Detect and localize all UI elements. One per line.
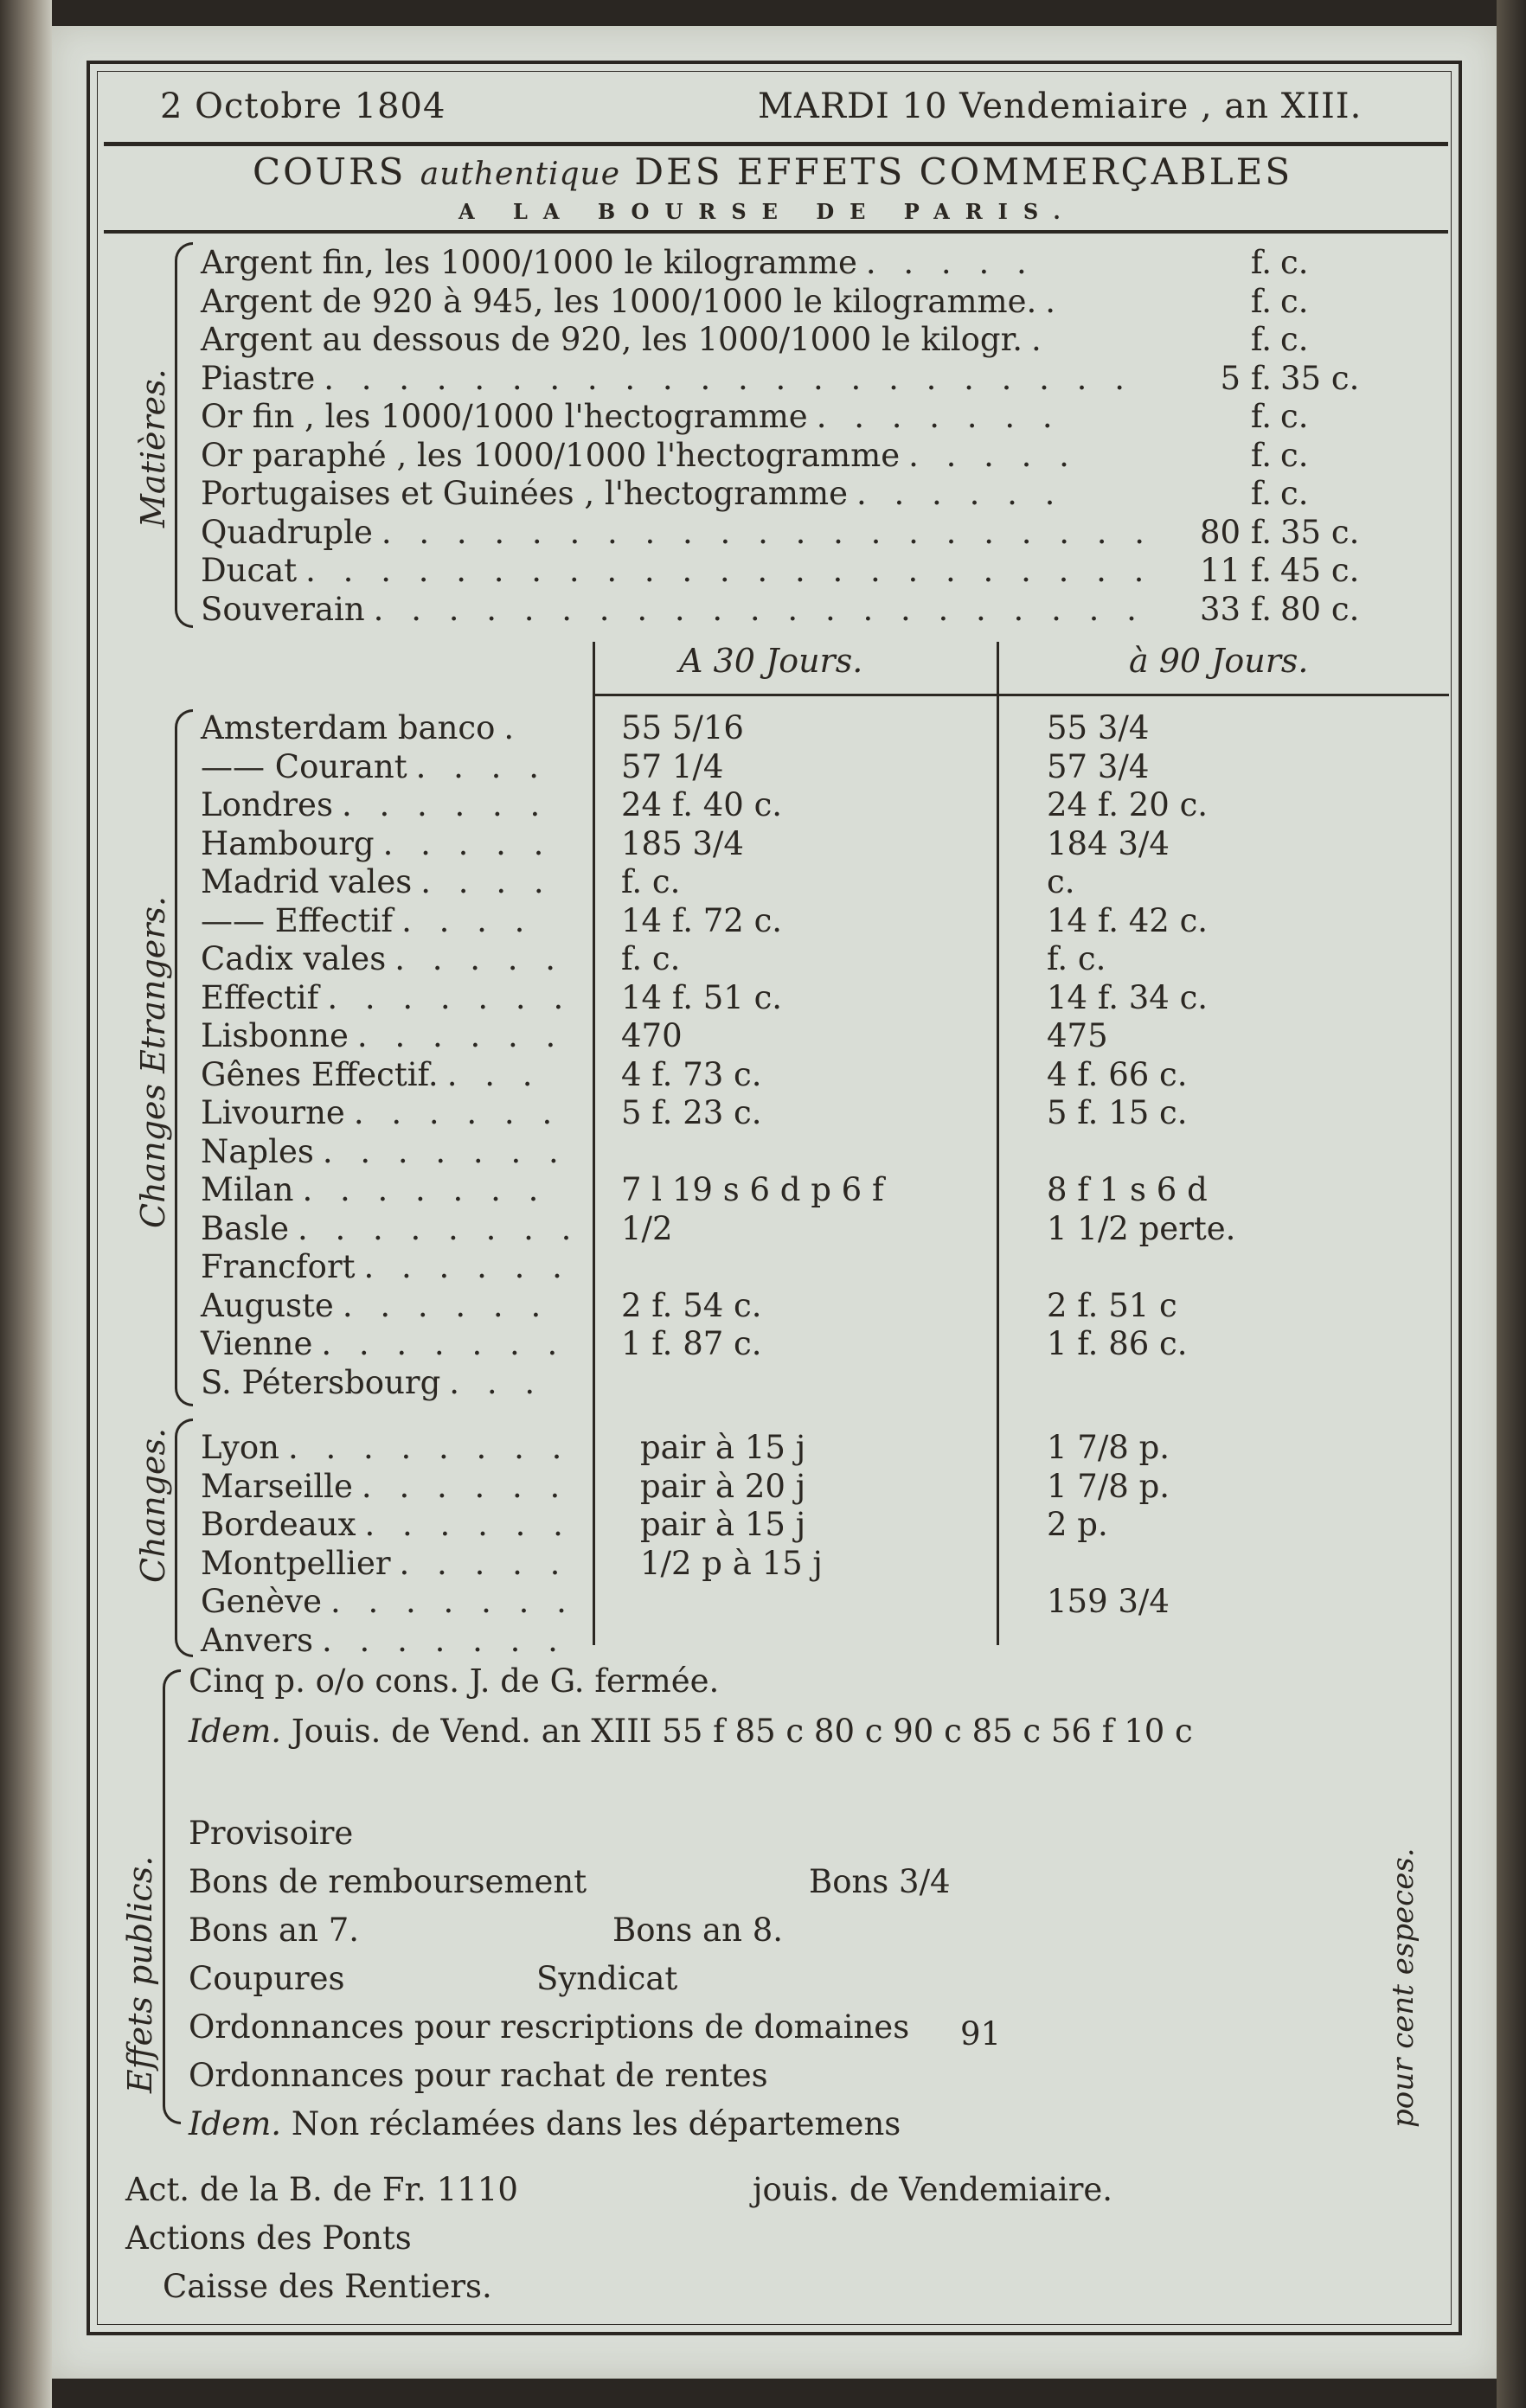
change-90-jours: c. [1047, 863, 1075, 900]
title-rule [104, 230, 1448, 234]
change-domestic-30-jours: pair à 15 j [640, 1506, 806, 1543]
change-row [201, 1171, 547, 1209]
effets-provisoire: Provisoire [189, 1815, 354, 1852]
section-label-changes-etrangers: Changes Etrangers. [134, 896, 172, 1228]
change-domestic-90-jours: 1 7/8 p. [1047, 1429, 1170, 1466]
change-90-jours: 14 f. 42 c. [1047, 901, 1209, 939]
matiere-label: Argent fin, les 1000/1000 le kilogramme [201, 244, 857, 281]
section-label-matieres: Matières. [134, 368, 172, 528]
change-domestic-label: Montpellier [201, 1544, 391, 1582]
change-90-jours: 55 3/4 [1047, 709, 1150, 746]
leader-dots: . . . . . . [856, 475, 1064, 512]
leader-dots: . . . . . [382, 824, 553, 862]
leader-dots: . . . . [415, 747, 548, 785]
leader-dots: . . . . . [399, 1544, 569, 1582]
change-label: Milan [201, 1171, 294, 1208]
change-90-jours: 5 f. 15 c. [1047, 1094, 1188, 1131]
change-30-jours: f. c. [621, 940, 681, 977]
change-90-jours: 4 f. 66 c. [1047, 1055, 1188, 1093]
page-edge-right [1497, 0, 1526, 2408]
idem-non-reclamees-text: Non réclamées dans les départemens [291, 2105, 901, 2142]
matiere-centimes: c. [1280, 398, 1309, 435]
brace-effets-publics [163, 1669, 181, 2124]
change-label: Madrid vales [201, 863, 413, 900]
title-effets: DES EFFETS COMMERÇABLES [634, 150, 1293, 193]
matiere-francs: f. [1250, 436, 1272, 474]
leader-dots: . . . . . . [342, 1286, 550, 1324]
footer-caisse-rentiers: Caisse des Rentiers. [163, 2268, 492, 2305]
leader-dots: . [1030, 321, 1050, 358]
change-row [201, 1056, 542, 1094]
matiere-centimes: c. [1280, 244, 1309, 281]
matiere-row [201, 552, 1152, 590]
leader-dots: . . . . . . . . . . . . . . . . . . . . . [381, 513, 1154, 551]
change-label: Francfort [201, 1248, 356, 1285]
title-authentique: authentique [420, 157, 621, 192]
change-90-jours: 24 f. 20 c. [1047, 786, 1209, 823]
change-domestic-label: Genève [201, 1583, 322, 1620]
matiere-centimes: 80 c. [1280, 590, 1360, 628]
effets-ordonnances-rachat: Ordonnances pour rachat de rentes [189, 2057, 768, 2094]
change-90-jours: 2 f. 51 c [1047, 1286, 1177, 1324]
leader-dots: . . . . . . . . . . . . . . . . . . . . . . . [305, 552, 1153, 589]
change-row [201, 1364, 543, 1402]
effets-ordonnances-rescriptions-value: 91 [960, 2015, 1002, 2053]
change-domestic-row [201, 1622, 567, 1660]
change-domestic-30-jours: 1/2 p à 15 j [640, 1544, 823, 1582]
matiere-row [201, 591, 1145, 629]
matiere-row [201, 244, 1036, 282]
change-row [201, 902, 533, 940]
effets-coupures: Coupures [189, 1960, 345, 1997]
change-90-jours: 1 f. 86 c. [1047, 1325, 1188, 1362]
column-header-30-jours: A 30 Jours. [679, 642, 863, 680]
leader-dots: . . . . [401, 901, 534, 939]
leader-dots: . . . [449, 1363, 544, 1401]
brace-changes [175, 1419, 193, 1657]
matiere-row [201, 475, 1063, 513]
effets-idem-non-reclamees [189, 2105, 901, 2143]
leader-dots: . . . . . . . [322, 1132, 567, 1170]
idem-label-2: Idem. [189, 2105, 282, 2142]
effets-bons-remboursement: Bons de remboursement [189, 1863, 587, 1900]
column-header-rule-2 [999, 694, 1449, 696]
matiere-francs: f. [1250, 244, 1272, 281]
matiere-label: Souverain [201, 590, 365, 628]
leader-dots: . . . . . . . . [297, 1209, 580, 1247]
change-label: Basle [201, 1209, 289, 1247]
change-domestic-row [201, 1429, 570, 1467]
leader-dots: . . . . . . [341, 786, 549, 823]
matiere-label: Portugaises et Guinées , l'hectogramme [201, 475, 849, 512]
change-label: —— Courant [201, 747, 407, 785]
matiere-francs: f. [1250, 398, 1272, 435]
effets-syndicat: Syndicat [536, 1960, 678, 1997]
change-30-jours: 185 3/4 [621, 824, 744, 862]
matiere-label: Quadruple [201, 513, 373, 551]
leader-dots: . . . . . . . . . . . . . . . . . . . . . [373, 590, 1145, 628]
change-row [201, 1248, 571, 1286]
header-date-republican: MARDI 10 Vendemiaire , an XIII. [758, 86, 1362, 126]
change-row [201, 979, 572, 1017]
page-title [253, 150, 1292, 193]
change-90-jours: 1 1/2 perte. [1047, 1209, 1236, 1247]
brace-changes-etrangers [175, 709, 193, 1406]
leader-dots: . . . . . . [361, 1467, 569, 1505]
change-30-jours: 1 f. 87 c. [621, 1325, 762, 1362]
idem-jouissance-values: Jouis. de Vend. an XIII 55 f 85 c 80 c 90 c 85 c 56 f 10 c [291, 1713, 1193, 1750]
matiere-row [201, 283, 1064, 321]
change-domestic-label: Marseille [201, 1467, 353, 1505]
column-divider-1 [593, 642, 595, 1645]
side-label-pour-cent-especes: pour cent especes. [1386, 1848, 1420, 2128]
change-row [201, 825, 552, 863]
change-30-jours: 470 [621, 1017, 683, 1054]
leader-dots: . . . . . . [364, 1506, 572, 1543]
matiere-centimes: 45 c. [1280, 552, 1360, 589]
change-label: Naples [201, 1132, 314, 1170]
book-gutter [0, 0, 52, 2408]
leader-dots: . [1045, 282, 1065, 320]
effets-bons-an-8: Bons an 8. [612, 1912, 783, 1949]
leader-dots: . . . . . . [356, 1017, 565, 1054]
change-domestic-row [201, 1545, 568, 1583]
change-30-jours: 14 f. 72 c. [621, 901, 783, 939]
effets-idem-jouissance [189, 1713, 1193, 1751]
almanac-page [52, 26, 1497, 2379]
change-30-jours: 4 f. 73 c. [621, 1055, 762, 1093]
column-header-rule-1 [595, 694, 997, 696]
change-domestic-row [201, 1506, 572, 1544]
leader-dots: . . . . . . . [327, 978, 573, 1016]
change-30-jours: 14 f. 51 c. [621, 978, 783, 1016]
leader-dots: . . . . . [908, 436, 1078, 474]
change-domestic-row [201, 1583, 575, 1621]
change-row [201, 1287, 549, 1325]
matiere-centimes: 35 c. [1280, 359, 1360, 397]
matiere-francs: 5 f. [1220, 359, 1272, 397]
change-label: Auguste [201, 1286, 334, 1324]
effets-bons-trois-quarts: Bons 3/4 [809, 1863, 951, 1900]
header-date-gregorian: 2 Octobre 1804 [160, 86, 446, 126]
change-30-jours: 57 1/4 [621, 747, 724, 785]
change-90-jours: 14 f. 34 c. [1047, 978, 1209, 1016]
matiere-centimes: c. [1280, 321, 1309, 358]
change-90-jours: 57 3/4 [1047, 747, 1150, 785]
change-domestic-90-jours: 1 7/8 p. [1047, 1467, 1170, 1505]
change-domestic-label: Bordeaux [201, 1506, 356, 1543]
effets-bons-an-7: Bons an 7. [189, 1912, 359, 1949]
change-30-jours: f. c. [621, 863, 681, 900]
change-row [201, 940, 564, 978]
leader-dots: . . . . . . . [302, 1171, 548, 1208]
change-row [201, 1133, 567, 1171]
change-domestic-90-jours: 2 p. [1047, 1506, 1108, 1543]
leader-dots: . . . . [420, 863, 553, 900]
change-label: —— Effectif [201, 901, 394, 939]
matiere-label: Argent au dessous de 920, les 1000/1000 le kilogr. [201, 321, 1023, 358]
header-rule [104, 142, 1448, 146]
section-label-effets-publics: Effets publics. [121, 1855, 159, 2093]
change-row [201, 748, 548, 786]
leader-dots: . . . . . . . [321, 1325, 567, 1362]
change-90-jours: 8 f 1 s 6 d [1047, 1171, 1208, 1208]
matiere-label: Or paraphé , les 1000/1000 l'hectogramme [201, 436, 901, 474]
change-label: Hambourg [201, 824, 375, 862]
leader-dots: . . . . . [865, 244, 1036, 281]
footer-jouissance: jouis. de Vendemiaire. [753, 2171, 1113, 2208]
page-subtitle: A LA BOURSE DE PARIS. [458, 199, 1076, 224]
leader-dots: . . . . . . . . . . . . . . . . . . . . . . [324, 359, 1133, 397]
change-domestic-90-jours: 159 3/4 [1047, 1583, 1170, 1620]
matiere-francs: f. [1250, 475, 1272, 512]
matiere-centimes: 35 c. [1280, 513, 1360, 551]
change-row [201, 786, 548, 824]
section-label-changes: Changes. [134, 1427, 172, 1583]
change-domestic-30-jours: pair à 15 j [640, 1429, 806, 1466]
change-label: Cadix vales [201, 940, 387, 977]
column-divider-2 [997, 642, 999, 1645]
change-30-jours: 1/2 [621, 1209, 673, 1247]
matiere-row [201, 514, 1153, 552]
change-30-jours: 5 f. 23 c. [621, 1094, 762, 1131]
effets-ordonnances-rescriptions: Ordonnances pour rescriptions de domaines [189, 2008, 910, 2046]
matiere-francs: f. [1250, 282, 1272, 320]
matiere-label: Ducat [201, 552, 298, 589]
change-label: Amsterdam banco [201, 709, 496, 746]
matiere-centimes: c. [1280, 475, 1309, 512]
matiere-label: Argent de 920 à 945, les 1000/1000 le kilogramme. [201, 282, 1037, 320]
change-row [201, 709, 523, 747]
leader-dots: . . . . . . [363, 1248, 571, 1285]
change-row [201, 1325, 566, 1363]
change-label: Effectif [201, 978, 319, 1016]
idem-label: Idem. [189, 1713, 282, 1750]
matiere-row [201, 437, 1078, 475]
matiere-label: Or fin , les 1000/1000 l'hectogramme [201, 398, 808, 435]
brace-matieres [175, 242, 193, 628]
footer-actions-banque: Act. de la B. de Fr. 1110 [125, 2171, 518, 2208]
matiere-row [201, 360, 1133, 398]
change-30-jours: 24 f. 40 c. [621, 786, 783, 823]
change-label: Lisbonne [201, 1017, 349, 1054]
change-label: Gênes Effectif. [201, 1055, 439, 1093]
matiere-centimes: c. [1280, 436, 1309, 474]
leader-dots: . [503, 709, 523, 746]
change-label: S. Pétersbourg [201, 1363, 441, 1401]
change-row [201, 863, 553, 901]
change-row [201, 1210, 580, 1248]
footer-actions-ponts: Actions des Ponts [125, 2219, 412, 2257]
title-cours: COURS [253, 150, 407, 193]
change-30-jours: 2 f. 54 c. [621, 1286, 762, 1324]
change-label: Livourne [201, 1094, 345, 1131]
change-row [201, 1017, 564, 1055]
leader-dots: . . . . . . . [322, 1621, 567, 1659]
change-30-jours: 7 l 19 s 6 d p 6 f [621, 1171, 884, 1208]
leader-dots: . . . . . [394, 940, 565, 977]
change-domestic-label: Anvers [201, 1621, 314, 1659]
leader-dots: . . . . . . . [330, 1583, 575, 1620]
matiere-label: Piastre [201, 359, 316, 397]
change-domestic-label: Lyon [201, 1429, 279, 1466]
change-label: Vienne [201, 1325, 313, 1362]
leader-dots: . . . . . . [353, 1094, 561, 1131]
matiere-francs: 33 f. [1200, 590, 1272, 628]
leader-dots: . . . . . . . [816, 398, 1061, 435]
matiere-francs: 11 f. [1200, 552, 1272, 589]
change-domestic-30-jours: pair à 20 j [640, 1467, 806, 1505]
change-90-jours: 184 3/4 [1047, 824, 1170, 862]
change-90-jours: 475 [1047, 1017, 1108, 1054]
effets-cinq-pour-cent: Cinq p. o/o cons. J. de G. fermée. [189, 1662, 720, 1700]
leader-dots: . . . . . . . . [287, 1429, 571, 1466]
column-header-90-jours: à 90 Jours. [1129, 642, 1309, 680]
matiere-francs: 80 f. [1200, 513, 1272, 551]
change-domestic-row [201, 1468, 568, 1506]
change-label: Londres [201, 786, 333, 823]
matiere-row [201, 398, 1061, 436]
matiere-francs: f. [1250, 321, 1272, 358]
matiere-row [201, 321, 1050, 359]
change-row [201, 1094, 561, 1132]
matiere-centimes: c. [1280, 282, 1309, 320]
change-90-jours: f. c. [1047, 940, 1106, 977]
change-30-jours: 55 5/16 [621, 709, 744, 746]
leader-dots: . . . [446, 1055, 542, 1093]
